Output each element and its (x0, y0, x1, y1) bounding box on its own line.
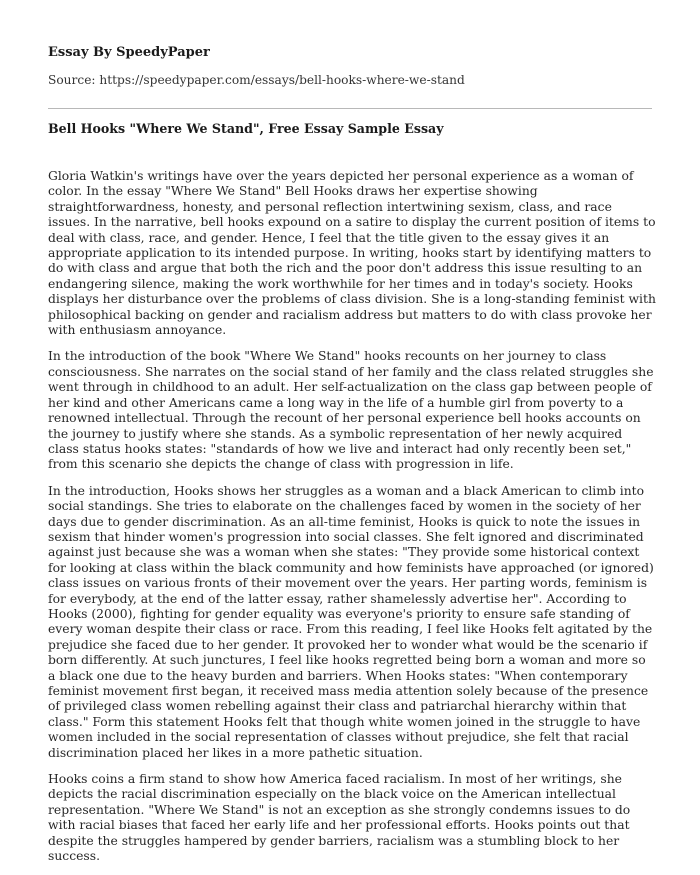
essay-body (48, 169, 656, 875)
essay-title: Bell Hooks "Where We Stand", Free Essay Sample Essay (48, 121, 444, 136)
essay-paragraph: In the introduction, Hooks shows her struggles as a woman and a black American to climb into social standings. She tries to elaborate on the challenges faced by women in the society of her days due to gender discrimination. As an all-time feminist, Hooks is quick to note the issues in sexism that hinder women's progression into social classes. She felt ignored and discriminated against just because she was a woman when she states: "They provide some historical context for looking at class within the black community and how feminists have approached (or ignored) class issues on various fronts of their movement over the years. Her parting words, feminism is for everybody, at the end of the latter essay, rather shamelessly advertise her". According to Hooks (2000), fighting for gender equality was everyone's priority to ensure safe standing of every woman despite their class or race. From this reading, I feel like Hooks felt agitated by the prejudice she faced due to her gender. It provoked her to wonder what would be the scenario if born differently. At such junctures, I feel like hooks regretted being born a woman and more so a black one due to the heavy burden and barriers. When Hooks states: "When contemporary feminist movement first began, it received mass media attention solely because of the presence of privileged class women rebelling against their class and patriarchal hierarchy within that class." Form this statement Hooks felt that though white women joined in the struggle to have women included in the social representation of classes without prejudice, she felt that racial discrimination placed her likes in a more pathetic situation. (48, 483, 654, 760)
header-divider (48, 108, 652, 109)
essay-paragraph: Hooks coins a firm stand to show how America faced racialism. In most of her writings, she depicts the racial discrimination especially on the black voice on the American intellectual representation. "Where We Stand" is not an exception as she strongly condemns issues to do with racial biases that faced her early life and her professional efforts. Hooks points out that despite the struggles hampered by gender barriers, racialism was a stumbling block to her success. (48, 772, 631, 864)
essay-paragraph: In the introduction of the book "Where We Stand" hooks recounts on her journey to class consciousness. She narrates on the social stand of her family and the class related struggles she went through in childhood to an adult. Her self-actualization on the class gap between people of her kind and other Americans came a long way in the life of a humble girl from poverty to a renowned intellectual. Through the recount of her personal experience bell hooks accounts on the journey to justify where she stands. As a symbolic representation of her newly acquired class status hooks states: "standards of how we live and interact had only recently been set," from this scenario she depicts the change of class with progression in life. (48, 349, 654, 472)
source-line: Source: https://speedypaper.com/essays/bell-hooks-where-we-stand (48, 73, 465, 87)
essay-paragraph: Gloria Watkin's writings have over the years depicted her personal experience as a woman of color. In the essay "Where We Stand" Bell Hooks draws her expertise showing straightforwardness, honesty, and personal reflection intertwining sexism, class, and race issues. In the narrative, bell hooks expound on a satire to display the current position of items to deal with class, race, and gender. Hence, I feel that the title given to the essay gives it an appropriate application to its intended purpose. In writing, hooks start by identifying matters to do with class and argue that both the rich and the poor don't address this issue resulting to an endangering silence, making the work worthwhile for her times and in today's society. Hooks displays her disturbance over the problems of class division. She is a long-standing feminist with philosophical backing on gender and racialism address but matters to do with class provoke her with enthusiasm annoyance. (48, 169, 656, 338)
site-title: Essay By SpeedyPaper (48, 45, 210, 60)
